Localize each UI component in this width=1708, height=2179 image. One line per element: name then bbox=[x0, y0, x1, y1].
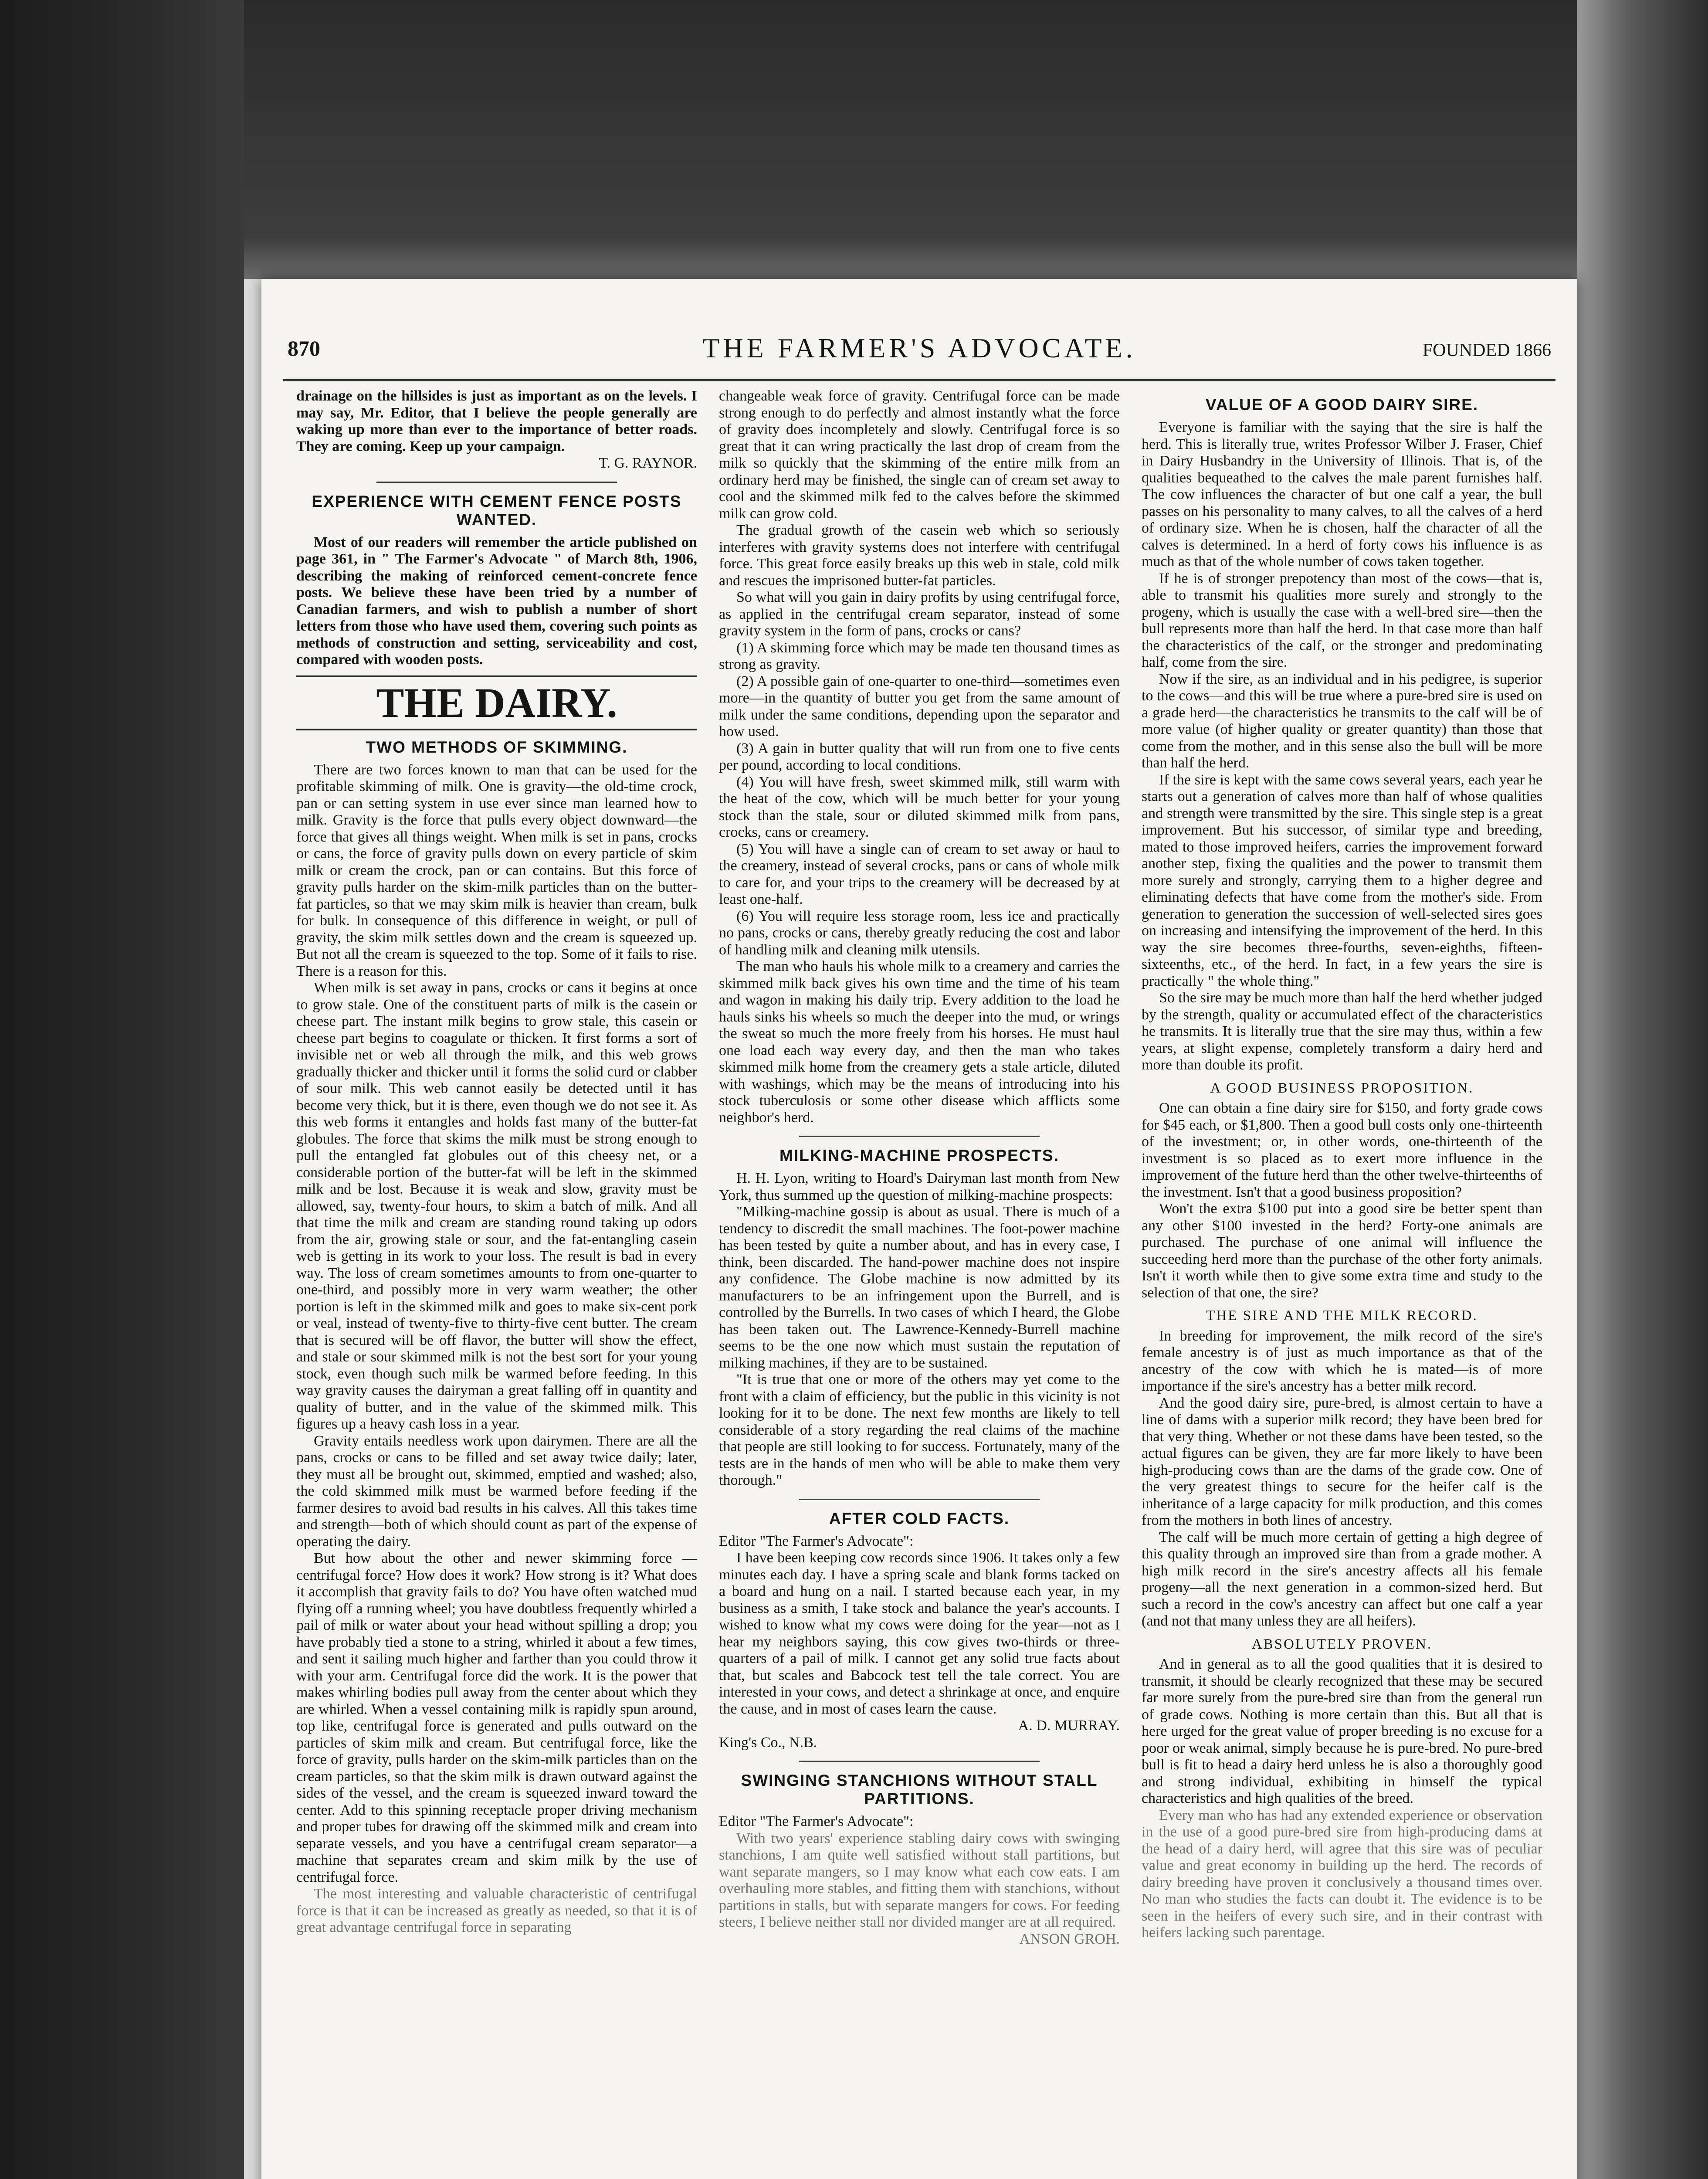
intro-signature: T. G. RAYNOR. bbox=[599, 455, 697, 471]
business-paragraph: Won't the extra $100 put into a good sire be better spent than any other $100 invested in the herd? Forty-one animals are purchased. The purchase of one animal will influence the succeeding herd more than the purchase of the other forty animals. Isn't it worth while then to give some extra time and study to the selection of that one, the sire? bbox=[1142, 1201, 1542, 1301]
sire-paragraph: Everyone is familiar with the saying that the sire is half the herd. This is literally true, writes Professor Wilber J. Fraser, Chief in Dairy Husbandry in the University of Illinois. That is, of the qualities bequeathed to the calves the male parent furnishes half. The cow influences the character of but one calf a year, the bull passes on his personality to many calves, to all the calves of a herd of ordinary size. When he is chosen, half the character of all the calves is determined. In a herd of forty cows his influence is as much as that of the whole number of cows taken together. bbox=[1142, 419, 1542, 570]
heading-cold-facts: AFTER COLD FACTS. bbox=[829, 1509, 1010, 1527]
milk-record-paragraph: The calf will be much more certain of getting a high degree of this quality through an improved sire than from a grade mother. A high milk record in the sire's ancestry affects all his female progeny—all the next generation in a common-sized herd. But such a record in the cow's ancestry can affect but one calf a year (and not that many unless they are all heifers). bbox=[1142, 1529, 1542, 1629]
scan-background-top bbox=[244, 0, 1577, 279]
scan-background-left bbox=[0, 0, 244, 2179]
page-header bbox=[283, 331, 1556, 381]
milking-paragraph: H. H. Lyon, writing to Hoard's Dairyman last month from New York, thus summed up the question of milking-machine prospects: bbox=[719, 1170, 1120, 1203]
cement-posts-block bbox=[296, 534, 697, 669]
heading-stanchions: SWINGING STANCHIONS WITHOUT STALL PARTITIONS. bbox=[741, 1772, 1098, 1808]
cold-facts-place: King's Co., N.B. bbox=[719, 1734, 817, 1751]
separator-paragraph: The gradual growth of the casein web which so seriously interferes with gravity systems does not interfere with centrifugal force. This great force easily breaks up this web in stale, cold milk and rescues the imprisoned butter-fat particles. bbox=[719, 522, 1120, 589]
separator-paragraph: (1) A skimming force which may be made ten thousand times as strong as gravity. bbox=[719, 639, 1120, 672]
cold-facts-salutation: Editor "The Farmer's Advocate": bbox=[719, 1533, 914, 1549]
skimming-paragraph: When milk is set away in pans, crocks or cans it begins at once to grow stale. One of the constituent parts of milk is the casein or cheese part. The instant milk begins to grow stale, this casein or cheese part begins to coagulate or thicken. It first forms a sort of invisible net or web all through the milk, and this web grows gradually thicker and thicker until it forms the solid curd or clabber of sour milk. This web cannot easily be detected until it has become very thick, but it is there, even though we do not see it. As this web forms it entangles and holds fast many of the butter-fat globules. The force that skims the milk must be strong enough to pull the entangled fat globules out of this cheesy net, or a considerable portion of the butter-fat will be left in the skimmed milk and be lost. Because it is weak and slow, gravity must be allowed, say, twenty-four hours, to skim a batch of milk. And all that time the milk and cream are standing round taking up odors from the air, growing stale or sour, and the fat-entangling casein web is getting in its work to your loss. The result is bad in every way. The loss of cream sometimes amounts to from one-quarter to one-third, and possibly more in very warm weather; the other portion is left in the skimmed milk and goes to make six-cent pork or veal, instead of twenty-five to thirty-five cent butter. The cream that is secured will be off flavor, the butter will show the effect, and stale or sour skimmed milk is not the best sort for your young stock, even though such milk be warmed before feeding. In this way gravity causes the dairyman a great falling off in quantity and quality of butter, and in the value of the skimmed milk. This figures up a heavy cash loss in a year. bbox=[296, 980, 697, 1432]
separator-paragraph: The man who hauls his whole milk to a creamery and carries the skimmed milk back gives his own time and the time of his team and wagon in making his daily trip. Every addition to the load he hauls sinks his wheels so much the deeper into the mud, or wrings the sweat so much the more freely from his horses. He must haul one load each way every day, and then the man who takes skimmed milk home from the creamery gets a stale article, diluted with washings, which may be the means of introducing into his stock tuberculosis or some other disease which afflicts some neighbor's herd. bbox=[719, 958, 1120, 1126]
separator-paragraph: (5) You will have a single can of cream to set away or haul to the creamery, instead of several crocks, pans or cans of whole milk to care for, and your trips to the creamery will be decreased by at least one-half. bbox=[719, 841, 1120, 907]
proven-paragraph: Every man who has had any extended experience or observation in the use of a good pure-bred sire from high-producing dams at the head of a dairy herd, will agree that this sire was of peculiar value and great economy in building up the herd. The records of dairy breeding have proven it conclusively a thousand times over. No man who studies the facts can doubt it. The evidence is to be seen in the heifers of every such sire, and in their contrast with heifers lacking such parentage. bbox=[1142, 1807, 1542, 1941]
subheading-proven: ABSOLUTELY PROVEN. bbox=[1251, 1636, 1433, 1652]
stanchions-signature: ANSON GROH. bbox=[1019, 1931, 1120, 1947]
proven-paragraph: And in general as to all the good qualities that it is desired to transmit, it should be clearly recognized that these may be secured far more surely from the pure-bred sire than from the general run of grade cows. Nothing is more certain than this. But all that is here urged for the great value of proper breeding is no excuse for a poor or weak animal, simply because he is pure-bred. No pure-bred bull is fit to head a dairy herd unless he is also a thoroughly good and strong individual, exhibiting in himself the typical characteristics and high qualities of the breed. bbox=[1142, 1656, 1542, 1806]
stanchions-salutation: Editor "The Farmer's Advocate": bbox=[719, 1813, 914, 1829]
divider bbox=[799, 1761, 1040, 1762]
subheading-milk-record: THE SIRE AND THE MILK RECORD. bbox=[1206, 1308, 1478, 1324]
business-paragraph: One can obtain a fine dairy sire for $150, and forty grade cows for $45 each, or $1,800. Then a good bull costs only one-thirteenth of the investment; or, in other words, one-thirteenth of the investment is so placed as to exert more influence in the improvement of the future herd than the other twelve-thirteenths of the investment. Isn't that a good business proposition? bbox=[1142, 1100, 1542, 1200]
heading-skimming: TWO METHODS OF SKIMMING. bbox=[366, 738, 628, 756]
milking-paragraph: "It is true that one or more of the others may yet come to the front with a claim of efficiency, but the public in this vicinity is not looking for it to be done. The next few months are likely to tell considerable of a story regarding the real claims of the machine that people are still looking to for success. Fortunately, many of the tests are in the hands of men who will be able to make them very thorough." bbox=[719, 1371, 1120, 1488]
heading-dairy-sire: VALUE OF A GOOD DAIRY SIRE. bbox=[1205, 396, 1479, 414]
masthead-title: THE FARMER'S ADVOCATE. bbox=[702, 333, 1136, 363]
divider bbox=[799, 1136, 1040, 1137]
cold-facts-paragraph: I have been keeping cow records since 1906. It takes only a few minutes each day. I have a spring scale and blank forms tacked on a board and hung on a nail. I started because each year, in my business as a smith, I take stock and balance the year's accounts. I wished to know what my cows were doing for the year—not as I hear my neighbors saying, this cow gives two-thirds or three-quarters of a pail of milk. I cannot get any solid true facts about that, but scales and Babcock test tell the tale correct. You are interested in your cows, and detect a shrinkage at once, and enquire the cause, and in most of cases learn the cause. bbox=[719, 1550, 1120, 1717]
separator-paragraph: changeable weak force of gravity. Centrifugal force can be made strong enough to do perfectly and almost instantly what the force of gravity does incompletely and slowly. Centrifugal force is so great that it can wring practically the last drop of cream from the milk so quickly that the skimming of the entire milk from an ordinary herd may be finished, the single can of cream set away to cool and the skimmed milk fed to the calves before the skimmed milk can grow cold. bbox=[719, 388, 1120, 522]
sire-paragraph: If the sire is kept with the same cows several years, each year he starts out a generation of calves more than half of whose qualities and strength were transmitted by the sire. This single step is a great improvement. But his successor, of similar type and breeding, mated to those improved heifers, carries the improvement forward another step, fixing the qualities and the power to transmit them more surely and strongly, carrying them to a higher degree and eliminating defects that have come from the mother's side. From generation to generation the succession of well-selected sires goes on increasing and intensifying the improvement of the herd. In this way the sire becomes three-fourths, seven-eighths, fifteen-sixteenths, etc., of the herd. In fact, in a few years the sire is practically " the whole thing." bbox=[1142, 771, 1542, 989]
milking-paragraph: "Milking-machine gossip is about as usual. There is much of a tendency to discredit the small machines. The foot-power machine has been tested by quite a number about, and has in every case, I think, been discarded. The hand-power machine does not inspire any confidence. The Globe machine is now admitted by its manufacturers to be an infringement upon the Burrell, and is controlled by the Burrells. In two cases of which I heard, the Globe has been taken out. The Lawrence-Kennedy-Burrell machine seems to be the one now which must sustain the reputation of milking machines, if they are to be sustained. bbox=[719, 1204, 1120, 1371]
sire-paragraph: So the sire may be much more than half the herd whether judged by the strength, quality or accumulated effect of the characteristics he transmits. It is literally true that the sire may thus, within a few years, at slight expense, completely transform a dairy herd and more than double its profit. bbox=[1142, 990, 1542, 1073]
skimming-paragraph: But how about the other and newer skimming force —centrifugal force? How does it work? How strong is it? What does it accomplish that gravity fails to do? You have often watched mud flying off a running wheel; you have doubtless frequently whirled a pail of milk or water about your head without spilling a drop; you have probably tied a stone to a string, whirled it about a few times, and sent it sailing much higher and farther than you could throw it with your arm. Centrifugal force did the work. It is the power that makes whirling bodies pull away from the center about which they are whirled. When a vessel containing milk is rapidly spun around, top like, centrifugal force is generated and pulls outward on the particles of skim milk and cream. But centrifugal force, like the force of gravity, pulls harder on the skim-milk particles than on the cream particles, so that the skim milk is drawn outward against the sides of the vessel, and the cream is squeezed inward toward the center. Add to this spinning receptacle proper driving mechanism and proper tubes for drawing off the skimmed milk and cream into separate vessels, and you have a centrifugal cream separator—a machine that separates cream and skim milk by the use of centrifugal force. bbox=[296, 1550, 697, 1885]
milk-record-paragraph: And the good dairy sire, pure-bred, is almost certain to have a line of dams with a superior milk record; they have been bred for that very thing. Whether or not these dams have been tested, so the actual figures can be given, they are far more likely to have been high-producing cows than are the dams of the grade cow. One of the very greatest things to secure for the heifer calf is the inheritance of a large capacity for milk production, and this comes from the mothers in both lines of ancestry. bbox=[1142, 1395, 1542, 1528]
newspaper-page bbox=[261, 279, 1577, 2179]
milk-record-paragraph: In breeding for improvement, the milk record of the sire's female ancestry is of just as much importance as that of the ancestry of the cow with which he is mated—is of more importance if the sire's ancestry has a better milk record. bbox=[1142, 1327, 1542, 1394]
cold-facts-signature: A. D. MURRAY. bbox=[1018, 1717, 1120, 1734]
dairy-section-banner: THE DAIRY. bbox=[296, 675, 697, 730]
skimming-paragraph: There are two forces known to man that can be used for the profitable skimming of milk. One is gravity—the old-time crock, pan or can setting system in use ever since man learned how to milk. Gravity is the force that pulls every object downward—the force that gives all things weight. When milk is set in pans, crocks or cans, the force of gravity pulls down on every particle of skim milk or cream the crock, pan or can contains. But this force of gravity pulls harder on the skim-milk particles than on the butter-fat particles, so that we may skim milk is heavier than cream, bulk for bulk. In consequence of this difference in weight, or pull of gravity, the skim milk settles down and the cream is squeezed up. But not all the cream is squeezed to the top. Some of it fails to rise. There is a reason for this. bbox=[296, 761, 697, 979]
separator-paragraph: (4) You will have fresh, sweet skimmed milk, still warm with the heat of the cow, which will be much better for your young stock than the stale, sour or diluted skimmed milk from pans, crocks, cans or creamery. bbox=[719, 774, 1120, 840]
divider bbox=[376, 482, 617, 483]
subheading-business: A GOOD BUSINESS PROPOSITION. bbox=[1210, 1080, 1474, 1096]
scan-background-right bbox=[1577, 0, 1708, 2179]
column-right bbox=[1142, 388, 1542, 1941]
sire-paragraph: If he is of stronger prepotency than most of the cows—that is, able to transmit his qualities more surely and strongly to the progeny, which is usually the case with a well-bred sire—then the bull represents more than half the herd. In that case more than half the characteristics of the calf, or the stronger and predominating half, come from the sire. bbox=[1142, 570, 1542, 670]
skimming-paragraph: Gravity entails needless work upon dairymen. There are all the pans, crocks or cans to be filled and set away twice daily; later, they must all be brought out, skimmed, emptied and washed; also, the cold skimmed milk must be warmed before feeding if the farmer desires to avoid bad results in his calves. All this takes time and strength—both of which should count as part of the expense of operating the dairy. bbox=[296, 1432, 697, 1550]
divider bbox=[799, 1499, 1040, 1500]
separator-paragraph: (2) A possible gain of one-quarter to one-third—sometimes even more—in the quantity of butter you get from the same amount of milk under the same conditions, depending upon the separator and how used. bbox=[719, 673, 1120, 740]
intro-text: drainage on the hillsides is just as important as on the levels. I may say, Mr. Editor, that I believe the people generally are waking up more than ever to the importance of better roads. They are coming. Keep up your campaign. bbox=[296, 388, 697, 455]
intro-block bbox=[296, 388, 697, 455]
sire-paragraph: Now if the sire, as an individual and in his pedigree, is superior to the cows—and this will be true where a pure-bred sire is used on a grade herd—the characteristics he transmits to the calf will be of more value (of higher quality or greater quantity) than those that come from the mother, and in this sense also the bull will be more than half the herd. bbox=[1142, 671, 1542, 771]
stanchions-paragraph: With two years' experience stabling dairy cows with swinging stanchions, I am quite well satisfied without stall partitions, but want separate mangers, so I may know what each cow eats. I am overhauling more stables, and fitting them with stanchions, without partitions in stalls, but with separate mangers for cows. For feeding steers, I believe neither stall nor divided manger are at all required. bbox=[719, 1830, 1120, 1930]
page-number: 870 bbox=[288, 336, 320, 360]
heading-cement-posts: EXPERIENCE WITH CEMENT FENCE POSTS WANTED. bbox=[312, 492, 682, 529]
founded-label: FOUNDED 1866 bbox=[1422, 340, 1551, 360]
separator-paragraph: So what will you gain in dairy profits by using centrifugal force, as applied in the centrifugal cream separator, instead of some gravity system in the form of pans, crocks or cans? bbox=[719, 589, 1120, 639]
column-middle bbox=[719, 388, 1120, 1948]
separator-paragraph: (6) You will require less storage room, less ice and practically no pans, crocks or cans, thereby greatly reducing the cost and labor of handling milk and cleaning milk utensils. bbox=[719, 908, 1120, 958]
separator-paragraph: (3) A gain in butter quality that will run from one to five cents per pound, according to local conditions. bbox=[719, 740, 1120, 773]
cement-posts-text: Most of our readers will remember the article published on page 361, in " The Farmer's Advocate " of March 8th, 1906, describing the making of reinforced cement-concrete fence posts. We believe these have been tried by a number of Canadian farmers, and wish to publish a number of short letters from those who have used them, covering such points as methods of construction and setting, serviceability and cost, compared with wooden posts. bbox=[296, 534, 697, 668]
column-left bbox=[296, 388, 697, 1936]
skimming-paragraph: The most interesting and valuable characteristic of centrifugal force is that it can be increased as greatly as needed, so that it is of great advantage centrifugal force in separating bbox=[296, 1886, 697, 1935]
heading-milking-machine: MILKING-MACHINE PROSPECTS. bbox=[779, 1147, 1059, 1164]
